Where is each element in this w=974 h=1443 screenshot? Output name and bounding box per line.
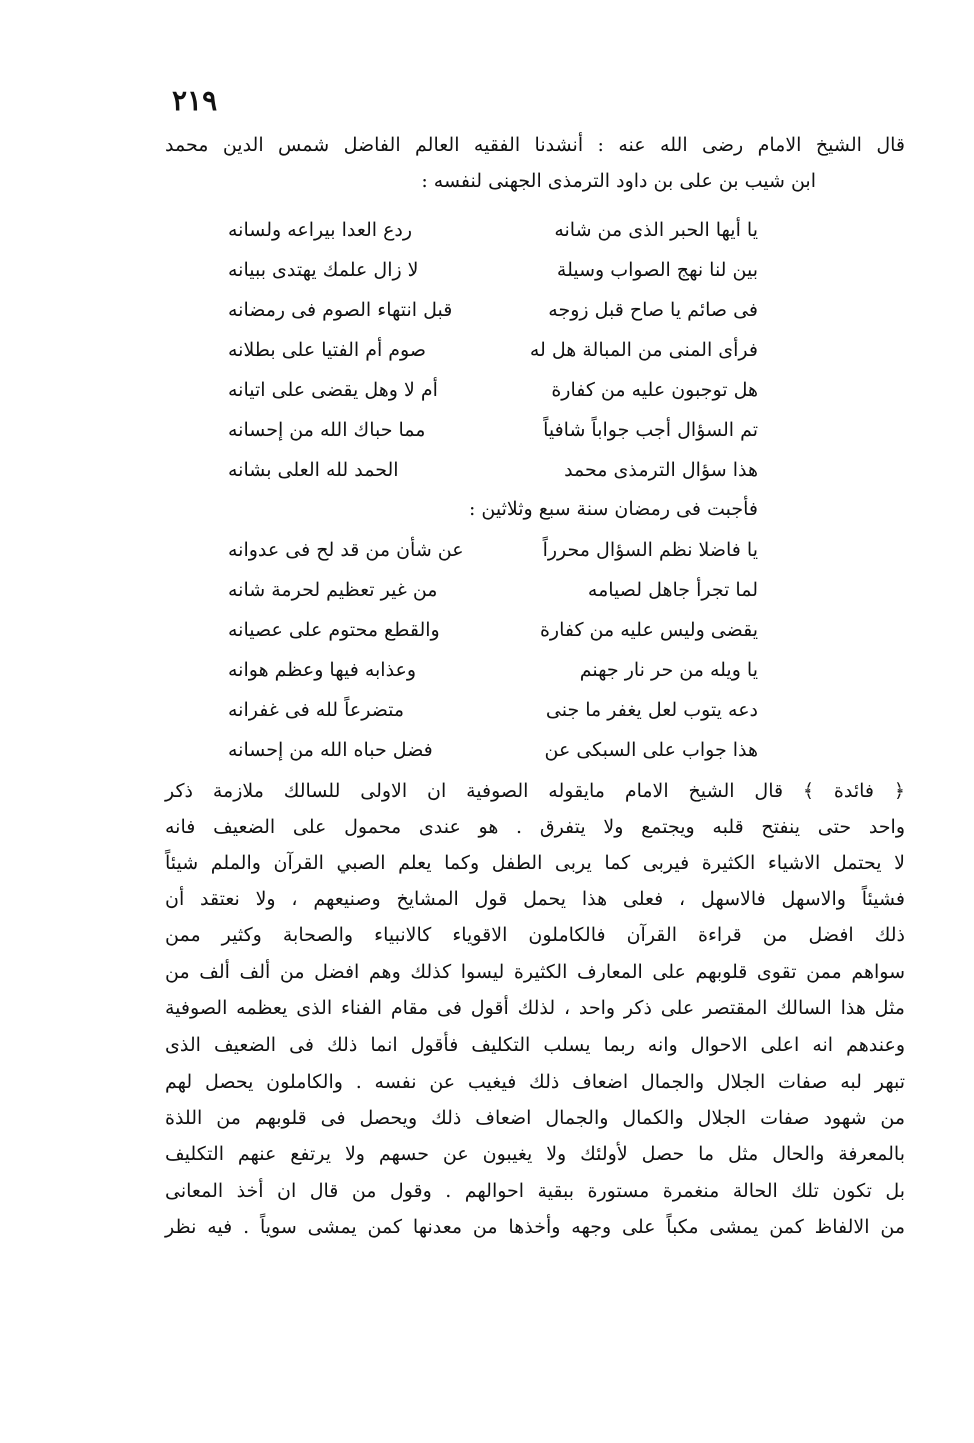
verse: [228, 539, 758, 569]
hemistich-first: هذا جواب على السبكى عن: [544, 739, 758, 761]
hemistich-first: يا ويله من حر نار جهنم: [579, 659, 758, 681]
hemistich-first: بين لنا نهج الصواب وسيلة: [556, 259, 758, 281]
verse: [228, 379, 758, 409]
hemistich-first: فى صائم يا صاح قبل زوجه: [548, 299, 758, 321]
hemistich-second: صوم أم الفتيا على بطلانه: [228, 339, 426, 361]
hemistich-second: ردع العدا بيراعه ولسانه: [228, 219, 413, 241]
verse: [228, 299, 758, 329]
verse: [228, 579, 758, 609]
hemistich-first: هل توجبون عليه من كفارة: [551, 379, 758, 401]
hemistich-second: متضرعاً لله فى غفرانه: [228, 699, 405, 721]
verse: [228, 339, 758, 369]
verse: [228, 419, 758, 449]
hemistich-first: يقضى وليس عليه من كفارة: [539, 619, 758, 641]
intro-line-1: قال الشيخ الامام رضى الله عنه : أنشدنا الفقيه العالم الفاضل شمس الدين محمد: [165, 134, 905, 156]
prose-line: وعندهم انه اعلى الاحوال وانه ربما يسلب التكليف فأقول انما ذلك فى الضعيف الذى: [165, 1034, 905, 1056]
prose-line: من شهود صفات الجلال والكمال والجمال اضعاف ذلك ويحصل فى قلوبهم من اللذة: [165, 1107, 905, 1129]
hemistich-first: يا فاضلا نظم السؤال محرراً: [542, 539, 758, 561]
hemistich-first: تم السؤال أجب جواباً شافياً: [543, 419, 758, 441]
verse: [228, 699, 758, 729]
prose-line: بل تكون تلك الحالة منغمرة مستورة ببقية احوالهم . وقول من قال ان أخذ المعانى: [165, 1180, 905, 1202]
verse: [228, 219, 758, 249]
hemistich-second: لا زال علمك يهتدى ببيانه: [228, 259, 419, 281]
verse: [228, 459, 758, 489]
hemistich-second: قبل انتهاء الصوم فى رمضانه: [228, 299, 453, 321]
hemistich-second: الحمد لله العلى بشانه: [228, 459, 399, 481]
hemistich-first: لما تجرأ جاهل لصيامه: [587, 579, 758, 601]
verse: [228, 259, 758, 289]
hemistich-second: مما حباك الله من إحسانه: [228, 419, 426, 441]
verse: [228, 659, 758, 689]
hemistich-first: فرأى المنى من المبالة هل له: [529, 339, 758, 361]
hemistich-second: من غير تعظيم لحرمة شانه: [228, 579, 438, 601]
hemistich-second: والقطع محتوم على عصيانه: [228, 619, 440, 641]
answer-intro: فأجبت فى رمضان سنة سبع وثلاثين :: [468, 498, 758, 520]
hemistich-first: يا أيها الحبر الذى من شانه: [554, 219, 758, 241]
hemistich-first: دعه يتوب لعل يغفر ما جنى: [545, 699, 758, 721]
prose-line: فشيئاً والاسهل فالاسهل ، فعلى هذا يحمل قول المشايخ وصنيعهم ، ولا نعتقد أن: [165, 888, 905, 910]
prose-line: لا يحتمل الاشياء الكثيرة فيربى كما يربى الطفل وكما يعلم الصبي القرآن والملم شيئاً: [165, 852, 905, 874]
prose-line: ﴿ فائدة ﴾ قال الشيخ الامام مايقوله الصوفية ان الاولى للسالك ملازمة ذكر: [165, 780, 905, 802]
verse: [228, 739, 758, 769]
prose-line: مثل هذا السالك المقتصر على ذكر واحد ، لذلك أقول فى مقام الفناء الذى يعظمه الصوفية: [165, 997, 905, 1019]
prose-line: تبهر لبه صفات الجلال والجمال اضعاف ذلك فيغيب عن نفسه . والكاملون يحصل لهم: [165, 1071, 905, 1093]
hemistich-second: عن شأن من قد لح فى عدوانه: [228, 539, 464, 561]
page-number: ٢١٩: [172, 84, 218, 117]
prose-line: من الالفاظ كمن يمشى مكباً على وجهه وأخذها من معدنها كمن يمشى سوياً . فيه نظر: [165, 1216, 905, 1238]
hemistich-second: فضل حباه الله من إحسانه: [228, 739, 433, 761]
verse: [228, 619, 758, 649]
prose-line: واحد حتى ينفتح قلبه ويجتمع ولا يتفرق . هو عندى محمول على الضعيف فانه: [165, 816, 906, 838]
intro-line-2: ابن شيب بن على بن داود الترمذى الجهنى لنفسه :: [421, 170, 816, 192]
hemistich-second: أم لا وهل يقضى على اتيانه: [228, 379, 438, 401]
hemistich-first: هذا سؤال الترمذى محمد: [564, 459, 758, 481]
prose-line: سواهم ممن تقوى قلوبهم على المعارف الكثيرة ليسوا كذلك وهم افضل من ألف ألف من: [165, 961, 905, 983]
prose-line: ذلك افضل من قراءة القرآن فالكاملون الاقوياء كالانبياء والصحابة وكثير ممن: [165, 924, 905, 946]
prose-line: بالمعرفة والحال مثل ما حصل لأولئك ولا يغيبون عن حسهم ولا يرتفع عنهم التكليف: [165, 1143, 905, 1165]
hemistich-second: وعذابه فيها وعظم هوانه: [228, 659, 417, 681]
